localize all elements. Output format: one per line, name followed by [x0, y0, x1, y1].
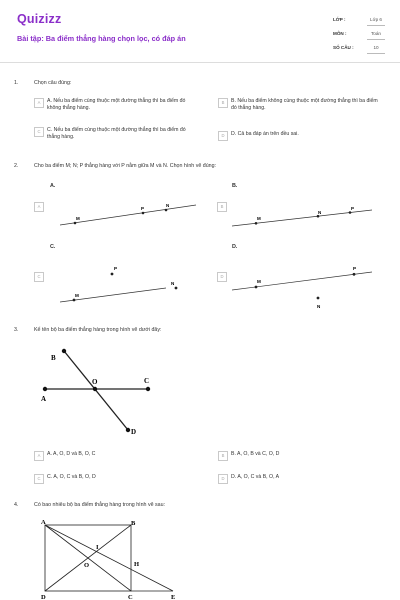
point-dot — [255, 222, 258, 225]
header-divider — [0, 62, 400, 63]
meta-count-value: 10 — [373, 45, 379, 50]
q2-option-a-checkbox[interactable]: A — [34, 202, 44, 212]
q2-figure-c[interactable] — [60, 260, 190, 310]
quizizz-logo: Quizizz — [17, 12, 62, 26]
point-dot — [317, 297, 320, 300]
q2-panel-a-label: A. — [50, 183, 56, 189]
option-checkbox[interactable]: C — [34, 474, 44, 484]
point-label-d: D — [131, 428, 137, 436]
option-checkbox[interactable]: C — [34, 127, 44, 137]
meta-count — [333, 42, 385, 54]
point-label-n: N — [166, 203, 170, 208]
point-label-n: N — [317, 304, 321, 309]
point-label-p: P — [114, 266, 118, 271]
point-label-b: B — [131, 520, 136, 527]
q2-option-d-checkbox[interactable]: D — [217, 272, 227, 282]
meta-subject-value: Toán — [371, 31, 381, 36]
point-label-m: M — [75, 293, 79, 298]
point-label-p: P — [141, 206, 145, 211]
option-text: B. Nếu ba điểm không cùng thuộc một đường thẳng thì ba điểm đó thẳng hàng. — [231, 98, 378, 111]
point-label-b: B — [51, 354, 56, 362]
point-dot — [74, 222, 77, 225]
option-checkbox[interactable]: A — [34, 98, 44, 108]
q2-option-c-checkbox[interactable]: C — [34, 272, 44, 282]
point-label-a: A — [41, 395, 47, 403]
option-checkbox[interactable]: B — [218, 451, 228, 461]
meta-subject-label: MÔN : — [333, 31, 347, 36]
point-dot — [111, 273, 114, 276]
point-label-i: I — [96, 544, 99, 551]
point-dot — [43, 387, 47, 391]
meta-count-label: SỐ CÂU : — [333, 45, 354, 50]
point-dot — [317, 215, 320, 218]
question-text: Có bao nhiêu bộ ba điểm thẳng hàng trong hình vẽ sau: — [34, 502, 166, 508]
point-label-o: O — [92, 378, 98, 386]
meta-grade-value: Lớp 6 — [370, 17, 382, 22]
q2-panel-d-label: D. — [232, 244, 238, 250]
point-label-p: P — [351, 206, 355, 211]
line — [232, 272, 372, 290]
point-label-m: M — [76, 216, 80, 221]
header — [0, 0, 400, 62]
point-dot — [353, 273, 356, 276]
option-text: B. A, O, B và C, O, D — [231, 451, 280, 457]
point-label-m: M — [257, 216, 261, 221]
meta-underline — [367, 39, 385, 40]
point-dot — [142, 212, 145, 215]
meta-grade — [333, 14, 385, 26]
point-dot — [73, 299, 76, 302]
point-label-d: D — [41, 594, 46, 600]
option-text: A. A, O, D và B, O, C — [47, 451, 96, 457]
option-text: D. Cả ba đáp án trên đều sai. — [231, 131, 299, 137]
question-text: Chọn câu đúng: — [34, 80, 72, 86]
option-checkbox[interactable]: D — [218, 131, 228, 141]
point-label-c: C — [144, 377, 150, 385]
option-text: C. A, O, C và B, O, D — [47, 474, 96, 480]
question-number: 4. — [14, 502, 19, 508]
meta-underline — [367, 53, 385, 54]
point-label-n: N — [171, 281, 175, 286]
point-label-n: N — [318, 210, 322, 215]
question-text: Kể tên bộ ba điểm thẳng hàng trong hình vẽ dưới đây: — [34, 327, 162, 333]
q4-figure — [36, 517, 186, 600]
option-checkbox[interactable]: D — [218, 474, 228, 484]
question-number: 1. — [14, 80, 19, 86]
line — [60, 205, 196, 225]
option-checkbox[interactable]: A — [34, 451, 44, 461]
point-dot — [62, 349, 66, 353]
point-dot — [146, 387, 150, 391]
point-dot — [93, 387, 97, 391]
meta-underline — [367, 25, 385, 26]
point-label-e: E — [171, 594, 176, 600]
meta-subject — [333, 28, 385, 40]
point-label-o: O — [84, 562, 90, 569]
option-text: D. A, O, C và B, O, A — [231, 474, 280, 480]
point-dot — [165, 209, 168, 212]
point-dot — [175, 287, 178, 290]
point-label-c: C — [128, 594, 133, 600]
point-dot — [126, 428, 130, 432]
option-checkbox[interactable]: B — [218, 98, 228, 108]
point-label-p: P — [353, 266, 357, 271]
point-label-a: A — [41, 519, 46, 526]
point-label-h: H — [134, 561, 140, 568]
q2-panel-b-label: B. — [232, 183, 238, 189]
meta-grade-label: LỚP : — [333, 17, 346, 22]
q3-figure — [36, 345, 166, 440]
option-text: C. Nếu ba điểm cùng thuộc một đường thẳng thì ba điểm đó thẳng hàng. — [47, 127, 186, 140]
q2-option-b-checkbox[interactable]: B — [217, 202, 227, 212]
q2-figure-d[interactable] — [232, 262, 382, 310]
page-title: Bài tập: Ba điểm thẳng hàng chọn lọc, có đáp án — [17, 34, 186, 43]
question-number: 2. — [14, 163, 19, 169]
question-text: Cho ba điểm M; N; P thẳng hàng với P nằm giữa M và N. Chọn hình vẽ đúng: — [34, 163, 217, 169]
point-dot — [349, 211, 352, 214]
point-dot — [255, 286, 258, 289]
q2-panel-c-label: C. — [50, 244, 56, 250]
line-ae — [45, 525, 173, 591]
q2-figure-b[interactable] — [232, 198, 382, 238]
q2-figure-a[interactable] — [60, 195, 200, 235]
point-label-m: M — [257, 279, 261, 284]
option-text: A. Nếu ba điểm cùng thuộc một đường thẳng thì ba điểm đó không thẳng hàng. — [47, 98, 186, 111]
question-number: 3. — [14, 327, 19, 333]
